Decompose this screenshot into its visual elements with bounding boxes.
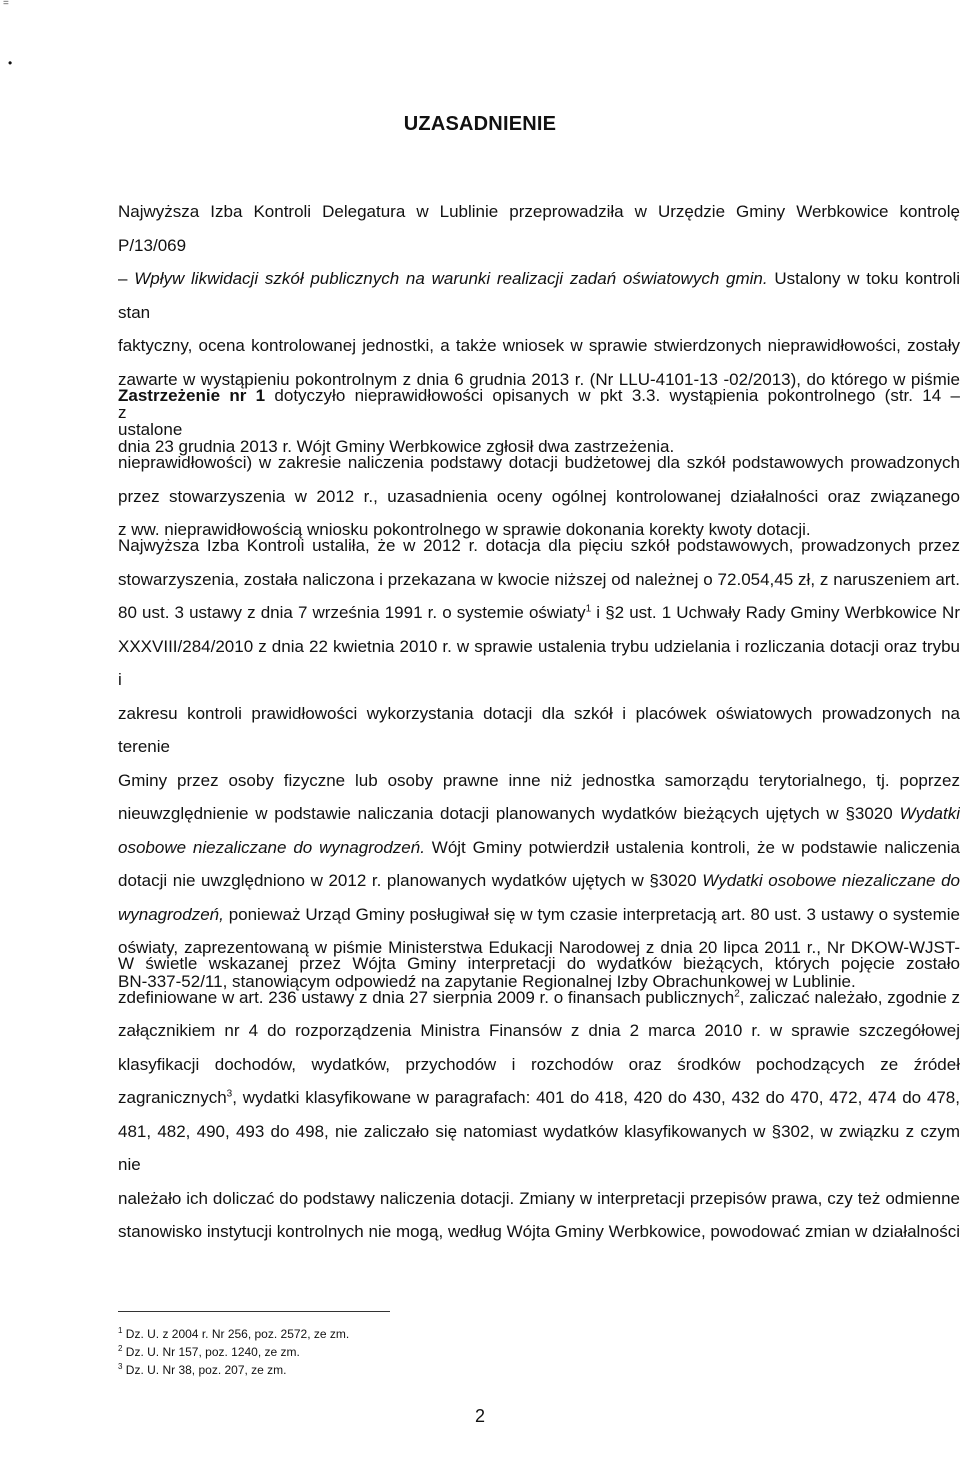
dash: – (118, 269, 135, 288)
footnote-separator (118, 1311, 390, 1312)
text-line: faktyczny, ocena kontrolowanej jednostki, a także wniosek w sprawie stwierdzonych nieprawidłowości, zostały (118, 336, 960, 355)
page-number: 2 (474, 1406, 485, 1426)
text-run: dotacji nie uwzględniono w 2012 r. planowanych wydatków ujętych w §3020 (118, 871, 703, 890)
text-line: W świetle wskazanej przez Wójta Gminy interpretacji do wydatków bieżących, których pojęcie zostało (118, 954, 960, 973)
text-line: dnia 23 grudnia 2013 r. Wójt Gminy Werbkowice zgłosił dwa zastrzeżenia. (118, 436, 675, 456)
text-line (118, 1081, 960, 1115)
text-line: Najwyższa Izba Kontroli Delegatura w Lublinie przeprowadziła w Urzędzie Gminy Werbkowice kontrolę P/13/069 (118, 202, 960, 255)
text-run: , wydatki klasyfikowane w paragrafach: 401 do 418, 420 do 430, 432 do 470, 472, 474 do 478, (232, 1088, 960, 1107)
text-line: z ww. nieprawidłowością wniosku pokontrolnego w sprawie dokonania korekty kwoty dotacji. (118, 520, 811, 539)
text-run: zagranicznych (118, 1088, 227, 1107)
text-line: nieprawidłowości) w zakresie naliczenia podstawy dotacji budżetowej dla szkół podstawowych prowadzonych (118, 453, 960, 472)
text-line (118, 596, 960, 630)
text-line: XXXVIII/284/2010 z dnia 22 kwietnia 2010 r. w sprawie ustalenia trybu udzielania i rozliczania dotacji oraz trybu i (118, 636, 960, 689)
text-line: klasyfikacji dochodów, wydatków, przychodów i rozchodów oraz środków pochodzących ze źródeł (118, 1054, 960, 1074)
text-line (118, 797, 960, 831)
text-line: stowarzyszenia, została naliczona i przekazana w kwocie niższej od należnej o 72.054,45 zł, z naruszeniem art. (118, 569, 960, 589)
footnote (118, 1345, 300, 1360)
text-line: należało ich doliczać do podstawy naliczenia dotacji. Zmiany w interpretacji przepisów prawa, czy też odmienne (118, 1188, 960, 1208)
footnote (118, 1327, 349, 1342)
footnote-text: Dz. U. z 2004 r. Nr 256, poz. 2572, ze zm. (122, 1327, 350, 1341)
text-line: zawarte w wystąpieniu pokontrolnym z dnia 6 grudnia 2013 r. (Nr LLU-4101-13 -02/2013), do którego w piśmie z (118, 369, 960, 422)
footnote-mark: 1 (118, 1326, 123, 1335)
text-line (118, 981, 960, 1015)
text-line (118, 379, 960, 446)
text-run: , zaliczać należało, zgodnie z (739, 987, 960, 1007)
footnote-ref: 2 (734, 987, 740, 999)
footnote-text: Dz. U. Nr 157, poz. 1240, ze zm. (122, 1345, 300, 1359)
text-line (118, 898, 960, 932)
text-line: przez stowarzyszenia w 2012 r., uzasadnienia oceny ogólnej kontrolowanej działalności oraz związanego (118, 486, 960, 506)
text-line: oświaty, zaprezentowaną w piśmie Ministerstwa Edukacji Narodowej z dnia 20 lipca 2011 r., Nr DKOW-WJST- (118, 938, 960, 957)
objection-heading: Zastrzeżenie nr 1 (118, 386, 266, 405)
text-run: dotyczyło nieprawidłowości opisanych w pkt 3.3. wystąpienia pokontrolnego (str. 14 – ustalone (118, 386, 960, 439)
paragraph-objection (118, 379, 960, 547)
text-run: 80 ust. 3 ustawy z dnia 7 września 1991 r. o systemie oświaty (118, 603, 586, 622)
footnote (118, 1363, 287, 1378)
text-line: stanowisko instytucji kontrolnych nie mogą, według Wójta Gminy Werbkowice, powodować zmian w działalności (118, 1222, 960, 1241)
text-run: i §2 ust. 1 Uchwały Rady Gminy Werbkowice Nr (591, 603, 960, 622)
text-line: 481, 482, 490, 493 do 498, nie zaliczało się natomiast wydatków klasyfikowanych w §302, w związku z czym nie (118, 1121, 960, 1174)
audit-topic: Wpływ likwidacji szkół publicznych na warunki realizacji zadań oświatowych gmin. (134, 269, 768, 288)
text-run: Ustalony w toku kontroli stan (118, 269, 960, 322)
budget-item-name: osobowe niezaliczane do wynagrodzeń. (118, 837, 425, 857)
text-line: Gminy przez osoby fizyczne lub osoby prawne inne niż jednostka samorządu terytorialnego, tj. poprzez (118, 770, 960, 790)
text-line (118, 864, 960, 898)
footnote-ref: 1 (585, 603, 592, 615)
document-title: UZASADNIENIE (403, 113, 557, 135)
text-line: zakresu kontroli prawidłowości wykorzystania dotacji dla szkół i placówek oświatowych prowadzonych na terenie (118, 703, 960, 756)
text-run: ponieważ Urząd Gminy posługiwał się w tym czasie interpretacją art. 80 ust. 3 ustawy o systemie (223, 904, 960, 924)
footnote-mark: 2 (118, 1344, 123, 1353)
budget-item-name: wynagrodzeń, (118, 904, 224, 924)
margin-mark: • (8, 56, 13, 70)
text-line: BN-337-52/11, stanowiącym odpowiedź na zapytanie Regionalnej Izby Obrachunkowej w Lublinie. (118, 971, 856, 991)
budget-item-name: Wydatki (899, 804, 960, 823)
paragraph-findings (118, 529, 960, 998)
text-run: zdefiniowane w art. 236 ustawy z dnia 27 sierpnia 2009 r. o finansach publicznych (118, 987, 735, 1007)
text-run: nieuwzględnienie w podstawie naliczania dotacji planowanych wydatków bieżących ujętych w §3020 (118, 804, 900, 823)
text-line (118, 262, 960, 329)
corner-mark: = (3, 0, 9, 9)
paragraph-interpretation (118, 947, 960, 1249)
budget-item-name: Wydatki osobowe niezaliczane do (702, 871, 960, 890)
footnote-text: Dz. U. Nr 38, poz. 207, ze zm. (122, 1363, 287, 1377)
footnote-mark: 3 (118, 1362, 123, 1371)
text-run: Wójt Gminy potwierdził ustalenia kontroli, że w podstawie naliczenia (424, 837, 960, 857)
footnote-ref: 3 (226, 1088, 233, 1100)
text-line (118, 831, 960, 865)
text-line: Najwyższa Izba Kontroli ustaliła, że w 2012 r. dotacja dla pięciu szkół podstawowych, prowadzonych przez (118, 536, 960, 555)
text-line: załącznikiem nr 4 do rozporządzenia Ministra Finansów z dnia 2 marca 2010 r. w sprawie szczegółowej (118, 1021, 960, 1040)
